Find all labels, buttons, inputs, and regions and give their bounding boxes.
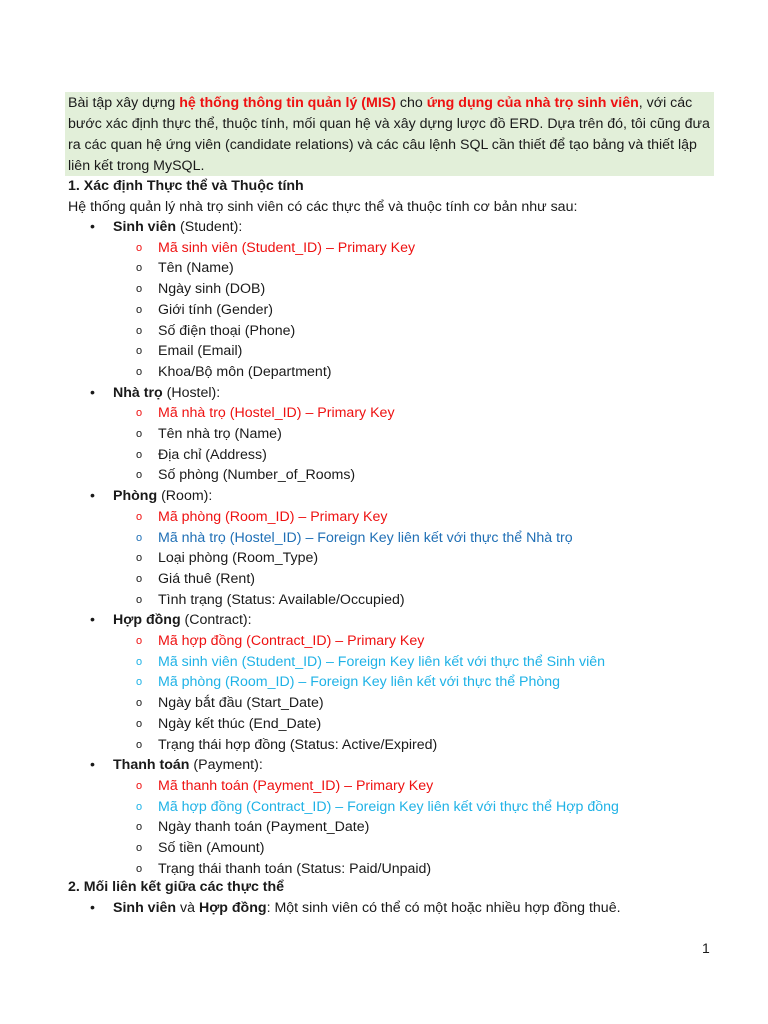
- attribute-text: Ngày kết thúc (End_Date): [158, 715, 322, 732]
- attribute-text: Mã nhà trọ (Hostel_ID) – Primary Key: [158, 405, 395, 422]
- sub-bullet-icon: o: [136, 779, 143, 792]
- sub-bullet-icon: o: [136, 303, 143, 316]
- bullet-icon: •: [90, 384, 95, 401]
- bullet-icon: •: [90, 900, 95, 916]
- attribute-text: Số phòng (Number_of_Rooms): [158, 467, 356, 484]
- sub-bullet-icon: o: [136, 800, 143, 813]
- sub-bullet-icon: o: [136, 365, 143, 378]
- entity-name: Phòng: [113, 488, 158, 505]
- intro-highlight-box: [65, 92, 714, 176]
- sub-bullet-icon: o: [136, 241, 143, 254]
- sub-bullet-icon: o: [136, 510, 143, 523]
- bullet-icon: •: [90, 488, 95, 505]
- intro-text-2: cho: [395, 95, 427, 111]
- attribute-text: Mã hợp đồng (Contract_ID) – Foreign Key liên kết với thực thể Hợp đồng: [158, 798, 619, 815]
- sub-bullet-icon: o: [136, 862, 143, 875]
- entity-name: Thanh toán: [113, 757, 190, 774]
- sub-bullet-icon: o: [136, 717, 143, 730]
- page-number: 1: [702, 940, 710, 956]
- attribute-text: Mã thanh toán (Payment_ID) – Primary Key: [158, 777, 434, 794]
- intro-highlight-app: ứng dụng của nhà trọ sinh viên: [426, 95, 639, 111]
- attribute-text: Tên nhà trọ (Name): [158, 426, 282, 442]
- attribute-text: Mã hợp đồng (Contract_ID) – Primary Key: [158, 633, 425, 649]
- entity-name: Hợp đồng: [113, 612, 181, 629]
- intro-text-1: Bài tập xây dựng: [68, 95, 180, 111]
- relationship-entity-b: Hợp đồng: [198, 900, 267, 916]
- entity-english-name: (Room):: [157, 488, 213, 505]
- sub-bullet-icon: o: [136, 552, 143, 565]
- sub-bullet-icon: o: [136, 635, 143, 647]
- bullet-icon: •: [90, 757, 95, 774]
- attribute-text: Địa chỉ (Address): [158, 446, 267, 463]
- attribute-text: Ngày bắt đầu (Start_Date): [158, 695, 324, 712]
- sub-bullet-icon: o: [136, 842, 143, 854]
- relationship-connector: và: [176, 900, 199, 916]
- section-2-title: 2. Mối liên kết giữa các thực thể: [68, 879, 285, 895]
- sub-bullet-icon: o: [136, 593, 143, 606]
- sub-bullet-icon: o: [136, 697, 143, 710]
- attribute-text: Mã sinh viên (Student_ID) – Foreign Key liên kết với thực thể Sinh viên: [158, 653, 606, 670]
- intro-highlight-mis: hệ thống thông tin quản lý (MIS): [179, 95, 396, 111]
- attribute-text: Giá thuê (Rent): [158, 570, 255, 587]
- sub-bullet-icon: o: [136, 428, 143, 440]
- sub-bullet-icon: o: [136, 572, 143, 585]
- section-1-title: 1. Xác định Thực thể và Thuộc tính: [68, 178, 304, 194]
- sub-bullet-icon: o: [136, 738, 143, 751]
- section-1-lead: Hệ thống quản lý nhà trọ sinh viên có các thực thể và thuộc tính cơ bản như sau:: [68, 199, 578, 215]
- attribute-text: Số điện thoại (Phone): [158, 322, 296, 339]
- bullet-icon: •: [90, 612, 95, 629]
- attribute-text: Mã nhà trọ (Hostel_ID) – Foreign Key liên kết với thực thể Nhà trọ: [158, 529, 573, 546]
- entity-name: Sinh viên: [113, 219, 177, 235]
- sub-bullet-icon: o: [136, 655, 143, 668]
- attribute-text: Số tiền (Amount): [158, 840, 265, 856]
- sub-bullet-icon: o: [136, 262, 143, 275]
- sub-bullet-icon: o: [136, 676, 143, 689]
- attribute-text: Trạng thái hợp đồng (Status: Active/Expired): [158, 736, 438, 753]
- attribute-text: Ngày sinh (DOB): [158, 281, 266, 298]
- relationship-entity-a: Sinh viên: [113, 900, 177, 916]
- sub-bullet-icon: o: [136, 821, 143, 834]
- attribute-text: Mã sinh viên (Student_ID) – Primary Key: [158, 239, 416, 256]
- attribute-text: Email (Email): [158, 343, 243, 360]
- attribute-text: Tình trạng (Status: Available/Occupied): [158, 591, 405, 608]
- sub-bullet-icon: o: [136, 531, 143, 544]
- attribute-text: Trạng thái thanh toán (Status: Paid/Unpaid): [158, 860, 432, 877]
- attribute-text: Ngày thanh toán (Payment_Date): [158, 819, 370, 836]
- attribute-text: Mã phòng (Room_ID) – Primary Key: [158, 508, 388, 525]
- entity-name: Nhà trọ: [113, 384, 163, 401]
- sub-bullet-icon: o: [136, 345, 143, 358]
- sub-bullet-icon: o: [136, 469, 143, 482]
- attribute-text: Giới tính (Gender): [158, 301, 273, 318]
- entity-english-name: (Payment):: [189, 757, 263, 774]
- entity-english-name: (Student):: [176, 219, 243, 235]
- sub-bullet-icon: o: [136, 448, 143, 461]
- attribute-text: Mã phòng (Room_ID) – Foreign Key liên kết với thực thể Phòng: [158, 674, 561, 691]
- sub-bullet-icon: o: [136, 407, 143, 420]
- intro-text-3: , với các bước xác định thực thể, thuộc tính, mối quan hệ và xây dựng lược đồ ERD. Dựa trên đó, tôi cũng đưa ra các quan hệ ứng viên (candidate relations) và các câu lệnh SQL cần thiết để tạo bảng và thiết lập liên kết trong MySQL.: [68, 95, 710, 174]
- entity-english-name: (Hostel):: [162, 384, 221, 401]
- entity-english-name: (Contract):: [180, 612, 252, 629]
- attribute-text: Loại phòng (Room_Type): [158, 550, 319, 567]
- attribute-text: Tên (Name): [158, 260, 234, 277]
- bullet-icon: •: [90, 219, 95, 235]
- sub-bullet-icon: o: [136, 324, 143, 337]
- attribute-text: Khoa/Bộ môn (Department): [158, 363, 332, 380]
- relationship-description: : Một sinh viên có thể có một hoặc nhiều hợp đồng thuê.: [266, 900, 621, 916]
- sub-bullet-icon: o: [136, 283, 143, 296]
